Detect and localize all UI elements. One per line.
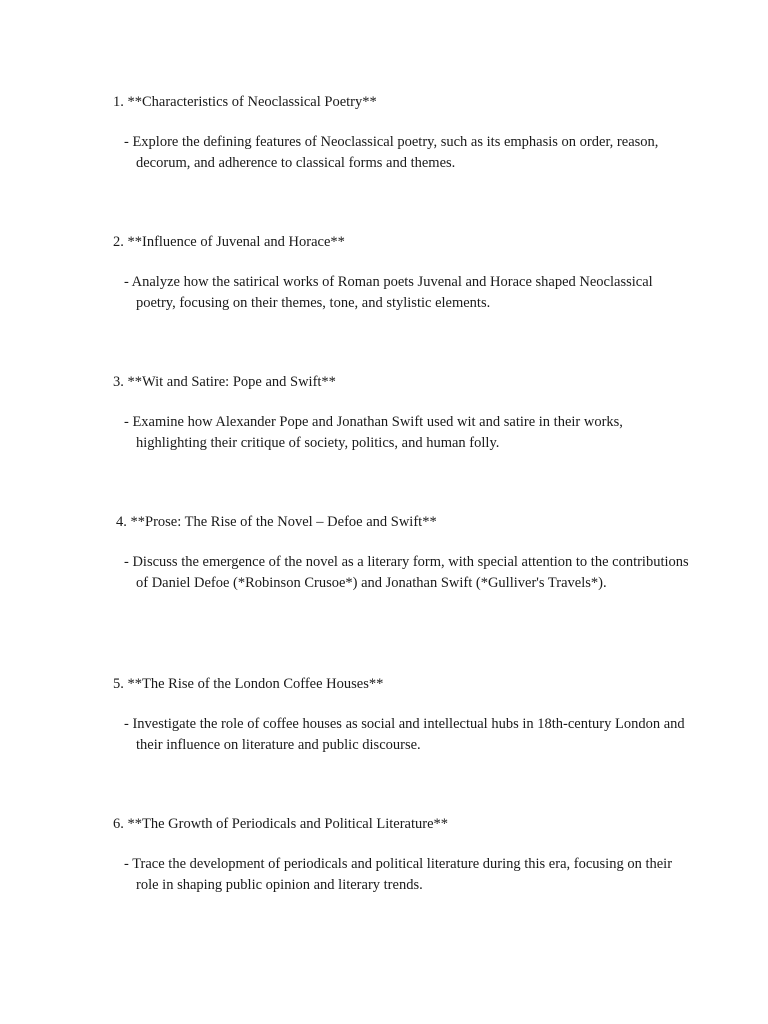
topic-description: - Examine how Alexander Pope and Jonathan Swift used wit and satire in their works, highlighting their critique of society, politics, and human folly. xyxy=(124,414,623,451)
topic-heading: 6. **The Growth of Periodicals and Political Literature** xyxy=(113,816,449,832)
topic-heading: 3. **Wit and Satire: Pope and Swift** xyxy=(113,374,336,390)
topic-heading: 5. **The Rise of the London Coffee Houses** xyxy=(113,676,384,692)
topic-description: - Investigate the role of coffee houses as social and intellectual hubs in 18th-century London and their influence on literature and public discourse. xyxy=(124,716,685,753)
topic-heading: 2. **Influence of Juvenal and Horace** xyxy=(113,234,345,250)
topic-heading: 1. **Characteristics of Neoclassical Poetry** xyxy=(113,94,377,110)
topic-description: - Explore the defining features of Neoclassical poetry, such as its emphasis on order, reason, decorum, and adherence to classical forms and themes. xyxy=(124,134,659,171)
topic-description: - Trace the development of periodicals and political literature during this era, focusing on their role in shaping public opinion and literary trends. xyxy=(124,856,673,893)
topic-description: - Analyze how the satirical works of Roman poets Juvenal and Horace shaped Neoclassical poetry, focusing on their themes, tone, and stylistic elements. xyxy=(124,274,653,311)
topic-description: - Discuss the emergence of the novel as a literary form, with special attention to the contributions of Daniel Defoe (*Robinson Crusoe*) and Jonathan Swift (*Gulliver's Travels*). xyxy=(124,554,689,591)
topic-heading: 4. **Prose: The Rise of the Novel – Defoe and Swift** xyxy=(116,514,437,530)
